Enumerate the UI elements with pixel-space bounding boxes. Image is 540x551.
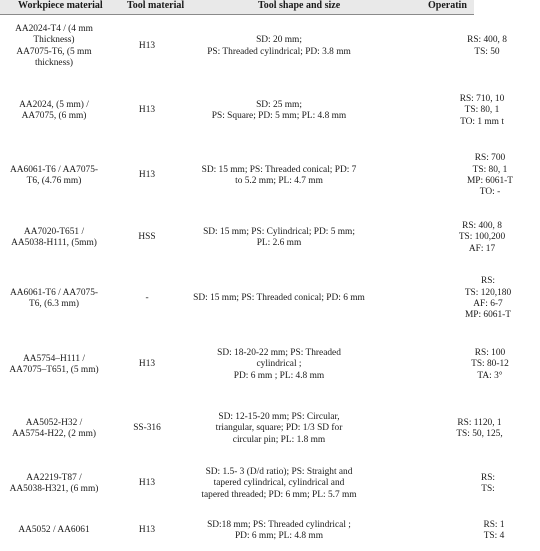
- operating-cell-line: RS:: [480, 472, 496, 483]
- tool-shape-cell: [186, 329, 372, 401]
- tool-shape-cell-line: to 5.2 mm; PL: 4.7 mm: [235, 176, 323, 186]
- operating-cell-line: TA: 3°: [477, 370, 503, 381]
- operating-cell: [372, 269, 540, 329]
- operating-cell-line: TS: 50: [474, 46, 500, 57]
- tool-material-cell: [108, 145, 186, 207]
- operating-cell-line: RS: 100: [474, 347, 506, 358]
- operating-cell-line: AF: 17: [468, 243, 496, 254]
- operating-cell-line: TS: 50, 125,: [456, 429, 503, 439]
- tool-shape-cell-line: tapered threaded; PD: 6 mm; PL: 5.7 mm: [201, 489, 357, 500]
- tool-material-cell-value: SS-316: [133, 423, 161, 434]
- workpiece-cell-line: AA2219-T87 /: [26, 472, 82, 483]
- table-header: [0, 0, 474, 14]
- workpiece-cell-line: AA2024-T4 / (4 mm: [15, 23, 93, 34]
- workpiece-cell-line: thickness): [34, 57, 73, 68]
- operating-cell-line: RS: 400, 8: [462, 220, 502, 231]
- operating-cell: [372, 401, 540, 457]
- operating-cell-line: TO: 1 mm t: [460, 116, 504, 127]
- workpiece-cell: [0, 457, 108, 511]
- tool-material-cell: [108, 511, 186, 551]
- tool-material-cell-value: H13: [138, 170, 156, 181]
- tool-shape-cell-line: circular pin; PL: 1.8 mm: [232, 434, 326, 445]
- header-operating: Operatin: [428, 0, 467, 11]
- tool-shape-cell-line: SD: 20 mm;: [256, 35, 302, 46]
- tool-material-cell: [108, 207, 186, 269]
- operating-cell: [372, 16, 540, 77]
- operating-cell-line: TS: 80-12: [471, 359, 509, 370]
- table-row: [0, 457, 540, 511]
- operating-cell-line: MP: 6061-T: [466, 176, 514, 186]
- workpiece-cell-line: AA7075-T6, (5 mm: [16, 46, 92, 57]
- tool-shape-cell-line: PL: 2.6 mm: [256, 238, 302, 248]
- workpiece-cell-line: AA6061-T6 / AA7075-: [9, 164, 98, 175]
- tool-material-cell: [108, 329, 186, 401]
- tool-shape-cell: [186, 457, 372, 511]
- workpiece-cell-line: AA5038-H111, (5mm): [11, 238, 97, 248]
- operating-cell: [372, 511, 540, 551]
- operating-cell-line: RS: 1120, 1: [457, 417, 502, 428]
- tool-material-cell-value: H13: [138, 105, 156, 116]
- workpiece-cell: [0, 77, 108, 145]
- workpiece-cell-line: Thickness): [33, 35, 75, 46]
- tool-material-cell-value: H13: [138, 525, 156, 536]
- table-row: [0, 77, 540, 145]
- tool-shape-cell-line: SD: 18-20-22 mm; PS: Threaded: [217, 347, 341, 358]
- operating-cell: [372, 457, 540, 511]
- tool-shape-cell-line: cylindrical ;: [256, 359, 302, 370]
- tool-shape-cell-line: PD: 6 mm; PL: 4.8 mm: [234, 531, 324, 541]
- tool-shape-cell-line: triangular, square; PD: 1/3 SD for: [215, 423, 343, 434]
- workpiece-cell-line: T6, (4.76 mm): [26, 176, 82, 186]
- workpiece-cell-line: AA5754–H111 /: [22, 353, 86, 364]
- table-row: [0, 16, 540, 77]
- table-row: [0, 329, 540, 401]
- table-row: [0, 401, 540, 457]
- workpiece-cell-line: AA7075–T651, (5 mm): [9, 365, 99, 375]
- workpiece-cell: [0, 145, 108, 207]
- operating-cell-line: AF: 6-7: [473, 299, 503, 309]
- workpiece-cell: [0, 269, 108, 329]
- tool-shape-cell-line: SD: 15 mm; PS: Threaded conical; PD: 6 mm: [193, 293, 365, 304]
- table-row: [0, 269, 540, 329]
- header-tool-material: Tool material: [127, 0, 185, 11]
- operating-cell-line: TS: 100,200: [458, 232, 506, 243]
- workpiece-cell: [0, 207, 108, 269]
- workpiece-cell-line: AA2024, (5 mm) /: [19, 99, 89, 110]
- header-workpiece-material: Workpiece material: [18, 0, 103, 11]
- tool-material-cell: [108, 77, 186, 145]
- tool-shape-cell: [186, 269, 372, 329]
- parameters-table: [0, 16, 540, 551]
- table-row: [0, 145, 540, 207]
- operating-cell: [372, 145, 540, 207]
- workpiece-cell: [0, 16, 108, 77]
- operating-cell-line: RS: 1: [483, 519, 505, 530]
- workpiece-cell: [0, 329, 108, 401]
- operating-cell-line: RS: 400, 8: [467, 35, 507, 46]
- tool-material-cell-value: -: [145, 293, 149, 304]
- workpiece-cell: [0, 511, 108, 551]
- tool-material-cell-value: H13: [138, 478, 156, 489]
- workpiece-cell-line: AA5038-H321, (6 mm): [9, 484, 99, 494]
- workpiece-cell-line: AA7075, (6 mm): [21, 111, 87, 121]
- tool-shape-cell-line: tapered cylindrical, cylindrical and: [213, 478, 345, 489]
- tool-shape-cell-line: SD: 1.5- 3 (D/d ratio); PS: Straight and: [205, 466, 353, 477]
- tool-shape-cell-line: PS: Square; PD: 5 mm; PL: 4.8 mm: [211, 111, 347, 121]
- operating-cell-line: TS: 80, 1: [464, 105, 500, 116]
- table-row: [0, 511, 540, 551]
- tool-shape-cell: [186, 145, 372, 207]
- operating-cell-line: TO: -: [479, 187, 501, 198]
- tool-shape-cell: [186, 77, 372, 145]
- workpiece-cell-line: AA6061-T6 / AA7075-: [9, 287, 98, 298]
- operating-cell-line: RS: 700: [474, 153, 506, 164]
- tool-material-cell-value: H13: [138, 40, 156, 51]
- tool-material-cell: [108, 16, 186, 77]
- header-tool-shape-size: Tool shape and size: [258, 0, 341, 11]
- tool-material-cell-value: HSS: [138, 232, 156, 243]
- tool-shape-cell: [186, 207, 372, 269]
- tool-material-cell-value: H13: [138, 359, 156, 370]
- tool-shape-cell: [186, 511, 372, 551]
- operating-cell: [372, 77, 540, 145]
- operating-cell-line: MP: 6061-T: [464, 310, 512, 321]
- operating-cell: [372, 207, 540, 269]
- workpiece-cell-line: AA5052-H32 /: [25, 417, 83, 428]
- tool-shape-cell-line: PS: Threaded cylindrical; PD: 3.8 mm: [207, 46, 351, 57]
- tool-shape-cell-line: SD: 12-15-20 mm; PS: Circular,: [218, 411, 340, 422]
- tool-shape-cell: [186, 401, 372, 457]
- tool-shape-cell: [186, 16, 372, 77]
- operating-cell-line: TS: 4: [483, 531, 505, 541]
- tool-shape-cell-line: SD:18 mm; PS: Threaded cylindrical ;: [207, 519, 351, 530]
- workpiece-cell-line: AA7020-T651 /: [23, 226, 85, 237]
- header-rule: [0, 14, 474, 15]
- workpiece-cell: [0, 401, 108, 457]
- tool-shape-cell-line: SD: 15 mm; PS: Cylindrical; PD: 5 mm;: [203, 226, 355, 237]
- workpiece-cell-line: AA5052 / AA6061: [18, 525, 90, 536]
- operating-cell-line: RS:: [480, 276, 496, 287]
- tool-shape-cell-line: PD: 6 mm ; PL: 4.8 mm: [233, 370, 325, 381]
- operating-cell: [372, 329, 540, 401]
- operating-cell-line: TS:: [481, 484, 495, 494]
- tool-shape-cell-line: SD: 25 mm;: [256, 99, 302, 110]
- operating-cell-line: TS: 120,180: [464, 287, 512, 298]
- tool-material-cell: [108, 269, 186, 329]
- operating-cell-line: RS: 710, 10: [459, 93, 505, 104]
- tool-material-cell: [108, 457, 186, 511]
- tool-shape-cell-line: SD: 15 mm; PS: Threaded conical; PD: 7: [201, 164, 357, 175]
- operating-cell-line: TS: 80, 1: [472, 164, 508, 175]
- tool-material-cell: [108, 401, 186, 457]
- table-row: [0, 207, 540, 269]
- workpiece-cell-line: AA5754-H22, (2 mm): [11, 429, 97, 439]
- workpiece-cell-line: T6, (6.3 mm): [29, 299, 79, 309]
